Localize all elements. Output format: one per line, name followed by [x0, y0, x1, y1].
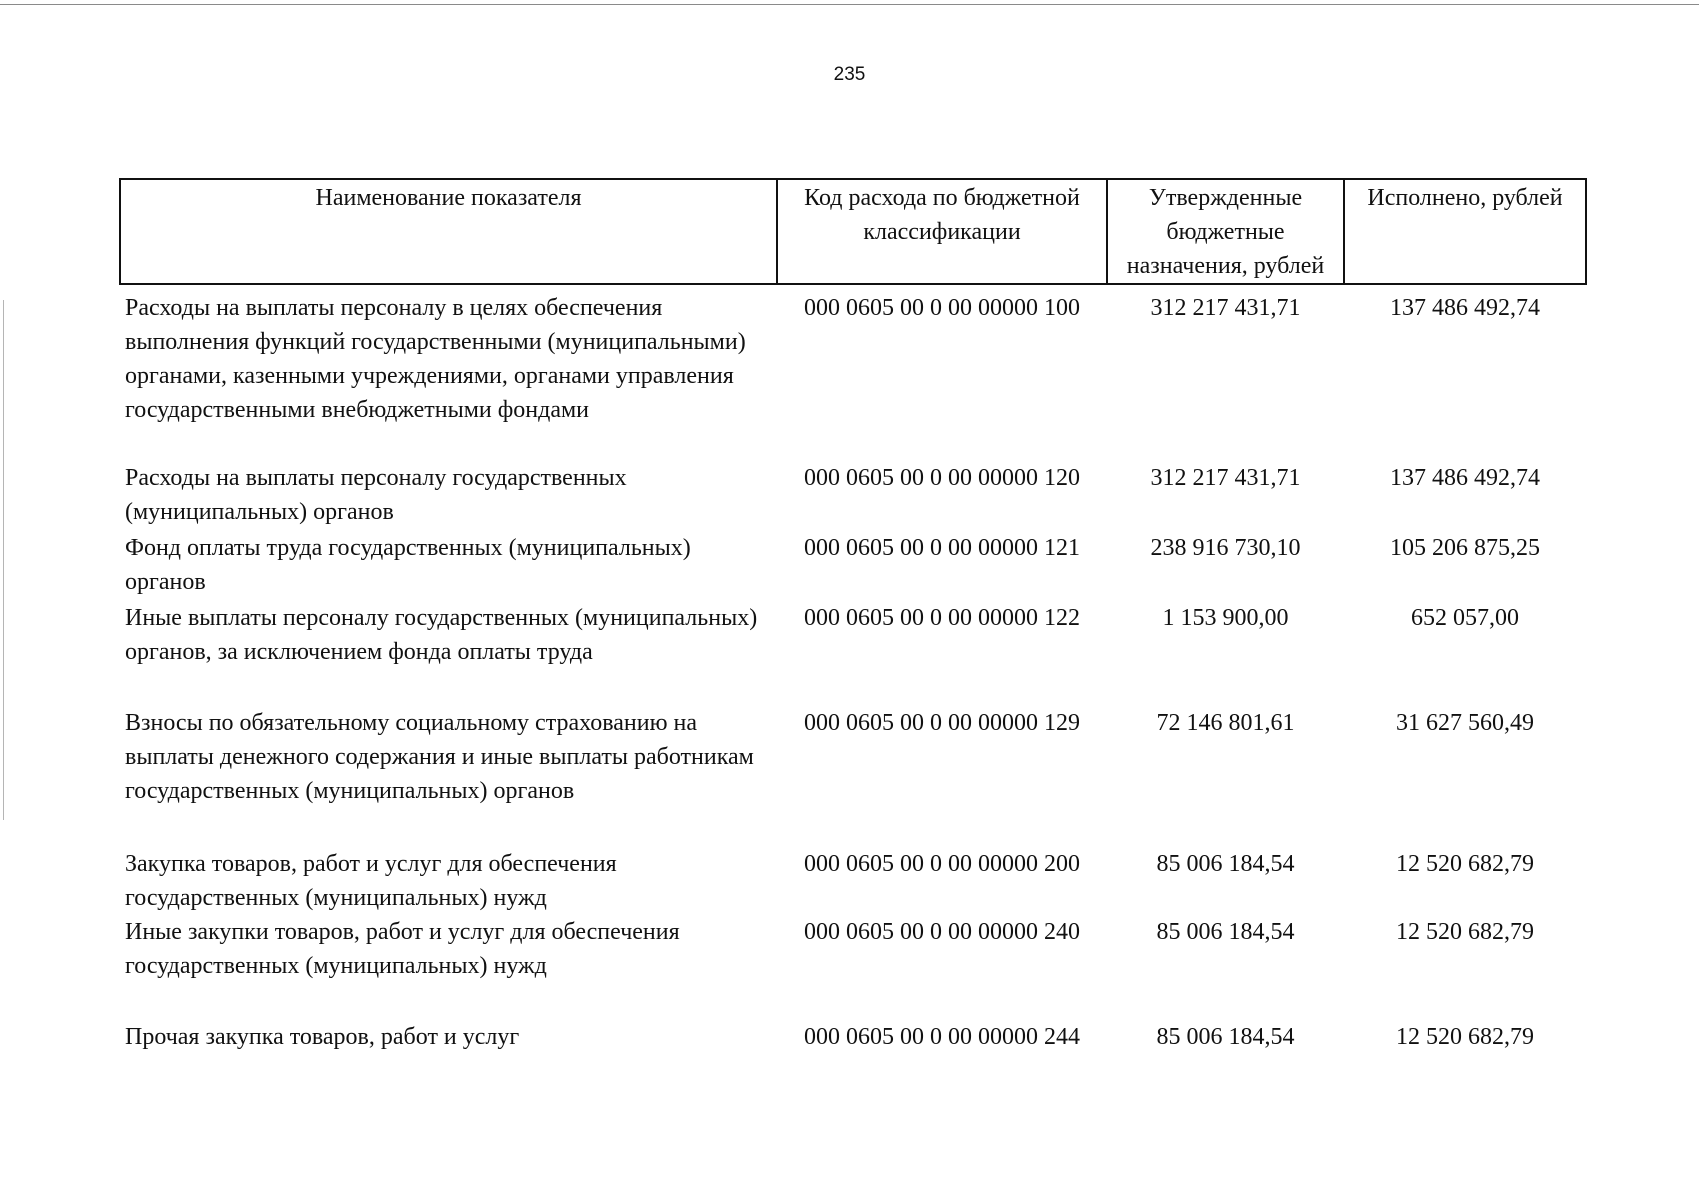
- executed-amount: 12 520 682,79: [1396, 919, 1534, 945]
- header-indicator-name: Наименование показателя: [120, 179, 777, 284]
- executed-amount: 137 486 492,74: [1390, 295, 1540, 321]
- table-row: [120, 601, 1586, 706]
- indicator-name: Иные выплаты персоналу государственных (муниципальных) органов, за исключением фонда оплаты труда: [125, 605, 758, 665]
- executed-amount: 105 206 875,25: [1390, 535, 1540, 561]
- table-header: [120, 179, 1586, 284]
- approved-amount: 312 217 431,71: [1150, 465, 1301, 491]
- table-row: [120, 847, 1586, 915]
- scan-edge-line: [0, 4, 1699, 5]
- budget-code: 000 0605 00 0 00 00000 200: [804, 851, 1080, 877]
- table-row: [120, 531, 1586, 601]
- budget-code: 000 0605 00 0 00 00000 120: [804, 465, 1080, 491]
- header-row: [120, 179, 1586, 284]
- indicator-name: Иные закупки товаров, работ и услуг для обеспечения государственных (муниципальных) нужд: [125, 919, 680, 979]
- approved-amount: 85 006 184,54: [1156, 851, 1295, 877]
- indicator-name: Прочая закупка товаров, работ и услуг: [125, 1024, 520, 1050]
- executed-amount: 12 520 682,79: [1396, 1024, 1534, 1050]
- expenditure-table: [119, 178, 1587, 1060]
- table-row: [120, 461, 1586, 531]
- budget-code: 000 0605 00 0 00 00000 240: [804, 919, 1080, 945]
- budget-code: 000 0605 00 0 00 00000 100: [804, 295, 1080, 321]
- table-row: [120, 915, 1586, 1020]
- indicator-name: Закупка товаров, работ и услуг для обеспечения государственных (муниципальных) нужд: [125, 851, 617, 911]
- indicator-name: Фонд оплаты труда государственных (муниципальных) органов: [125, 535, 691, 595]
- page-number: 235: [833, 64, 866, 85]
- executed-amount: 31 627 560,49: [1396, 710, 1534, 736]
- approved-amount: 1 153 900,00: [1162, 605, 1289, 631]
- approved-amount: 85 006 184,54: [1156, 1024, 1295, 1050]
- budget-code: 000 0605 00 0 00 00000 122: [804, 605, 1080, 631]
- budget-code: 000 0605 00 0 00 00000 244: [804, 1024, 1080, 1050]
- executed-amount: 137 486 492,74: [1390, 465, 1540, 491]
- table-row: [120, 284, 1586, 461]
- indicator-name: Расходы на выплаты персоналу в целях обеспечения выполнения функций государственными (муниципальными) органами, казенными учреждениями, органами управления государственными внебюджетными фондами: [125, 295, 746, 423]
- budget-code: 000 0605 00 0 00 00000 129: [804, 710, 1080, 736]
- executed-amount: 12 520 682,79: [1396, 851, 1534, 877]
- executed-amount: 652 057,00: [1411, 605, 1519, 631]
- scan-edge-line: [3, 300, 4, 820]
- table-body: [120, 284, 1586, 1060]
- budget-code: 000 0605 00 0 00 00000 121: [804, 535, 1080, 561]
- indicator-name: Взносы по обязательному социальному страхованию на выплаты денежного содержания и иные выплаты работникам государственных (муниципальных) органов: [125, 710, 754, 804]
- indicator-name: Расходы на выплаты персоналу государственных (муниципальных) органов: [125, 465, 627, 525]
- header-approved-amount: Утвержденные бюджетные назначения, рублей: [1107, 179, 1344, 284]
- approved-amount: 238 916 730,10: [1150, 535, 1301, 561]
- approved-amount: 312 217 431,71: [1150, 295, 1301, 321]
- header-executed-amount: Исполнено, рублей: [1344, 179, 1586, 284]
- approved-amount: 85 006 184,54: [1156, 919, 1295, 945]
- table-row: [120, 1020, 1586, 1060]
- approved-amount: 72 146 801,61: [1156, 710, 1295, 736]
- header-budget-code: Код расхода по бюджетной классификации: [777, 179, 1107, 284]
- table-row: [120, 706, 1586, 847]
